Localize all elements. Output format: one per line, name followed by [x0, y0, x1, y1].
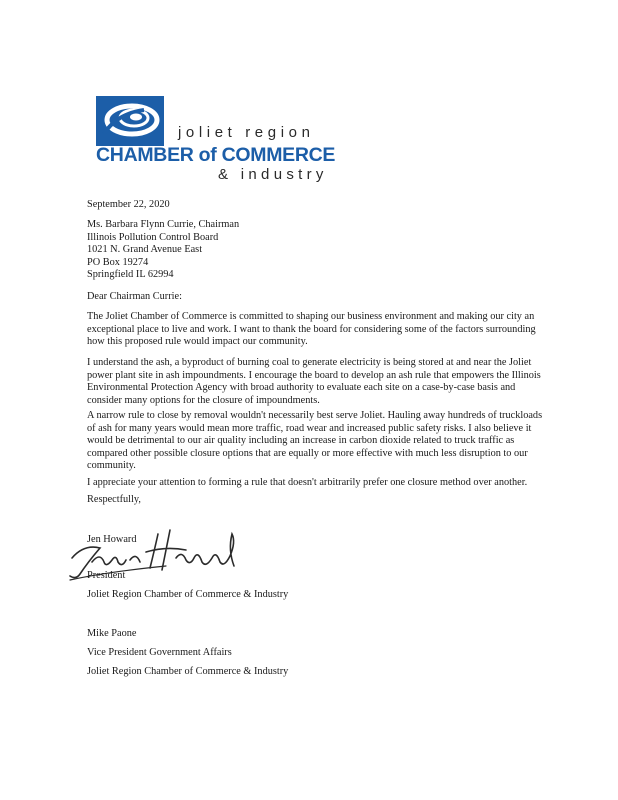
body-paragraph: A narrow rule to close by removal wouldn't necessarily best serve Joliet. Hauling away hundreds of truckloads of ash for many years would mean more traffic, road wear and increased public safety risks. I also believe it would be detrimental to our air quality including an increase in carbon dioxide related to truck traffic as compared other possible closure options that are equally or more effective with much less disruption to our community. — [87, 410, 543, 472]
body-paragraph: The Joliet Chamber of Commerce is committed to shaping our business environment and making our city an exceptional place to live and work. I want to thank the board for considering some of the factors surrounding how this proposed rule would impact our community. — [87, 311, 536, 348]
signer-title: President — [87, 570, 126, 581]
signer-name: Jen Howard — [87, 534, 137, 545]
signer-organization: Joliet Region Chamber of Commerce & Industry — [87, 666, 289, 677]
recipient-line: Springfield IL 62994 — [87, 269, 174, 280]
letterhead-bottom-line: & industry — [218, 166, 328, 183]
swirl-logo-icon — [96, 96, 164, 146]
recipient-line: Ms. Barbara Flynn Currie, Chairman — [87, 219, 240, 230]
recipient-line: PO Box 19274 — [87, 256, 149, 268]
letter-date: September 22, 2020 — [87, 199, 170, 210]
recipient-line: 1021 N. Grand Avenue East — [87, 244, 203, 255]
closing: Respectfully, — [87, 494, 141, 505]
signer-name: Mike Paone — [87, 628, 137, 639]
letterhead-top-line: joliet region — [178, 124, 315, 141]
body-paragraph: I appreciate your attention to forming a rule that doesn't arbitrarily prefer one closure method over another. — [87, 477, 528, 488]
body-paragraph: I understand the ash, a byproduct of burning coal to generate electricity is being stored at and near the Joliet power plant site in ash impoundments. I encourage the board to develop an ash rule that empowers the Illinois Environmental Protection Agency with broad authority to evaluate each site on a case-by-case basis and consider many options for the closure of impoundments. — [87, 357, 541, 406]
letterhead-main-line: CHAMBER of COMMERCE — [96, 144, 336, 166]
signer-organization: Joliet Region Chamber of Commerce & Industry — [87, 589, 289, 600]
salutation: Dear Chairman Currie: — [87, 291, 182, 302]
signer-title: Vice President Government Affairs — [87, 647, 232, 658]
recipient-line: Illinois Pollution Control Board — [87, 231, 219, 243]
